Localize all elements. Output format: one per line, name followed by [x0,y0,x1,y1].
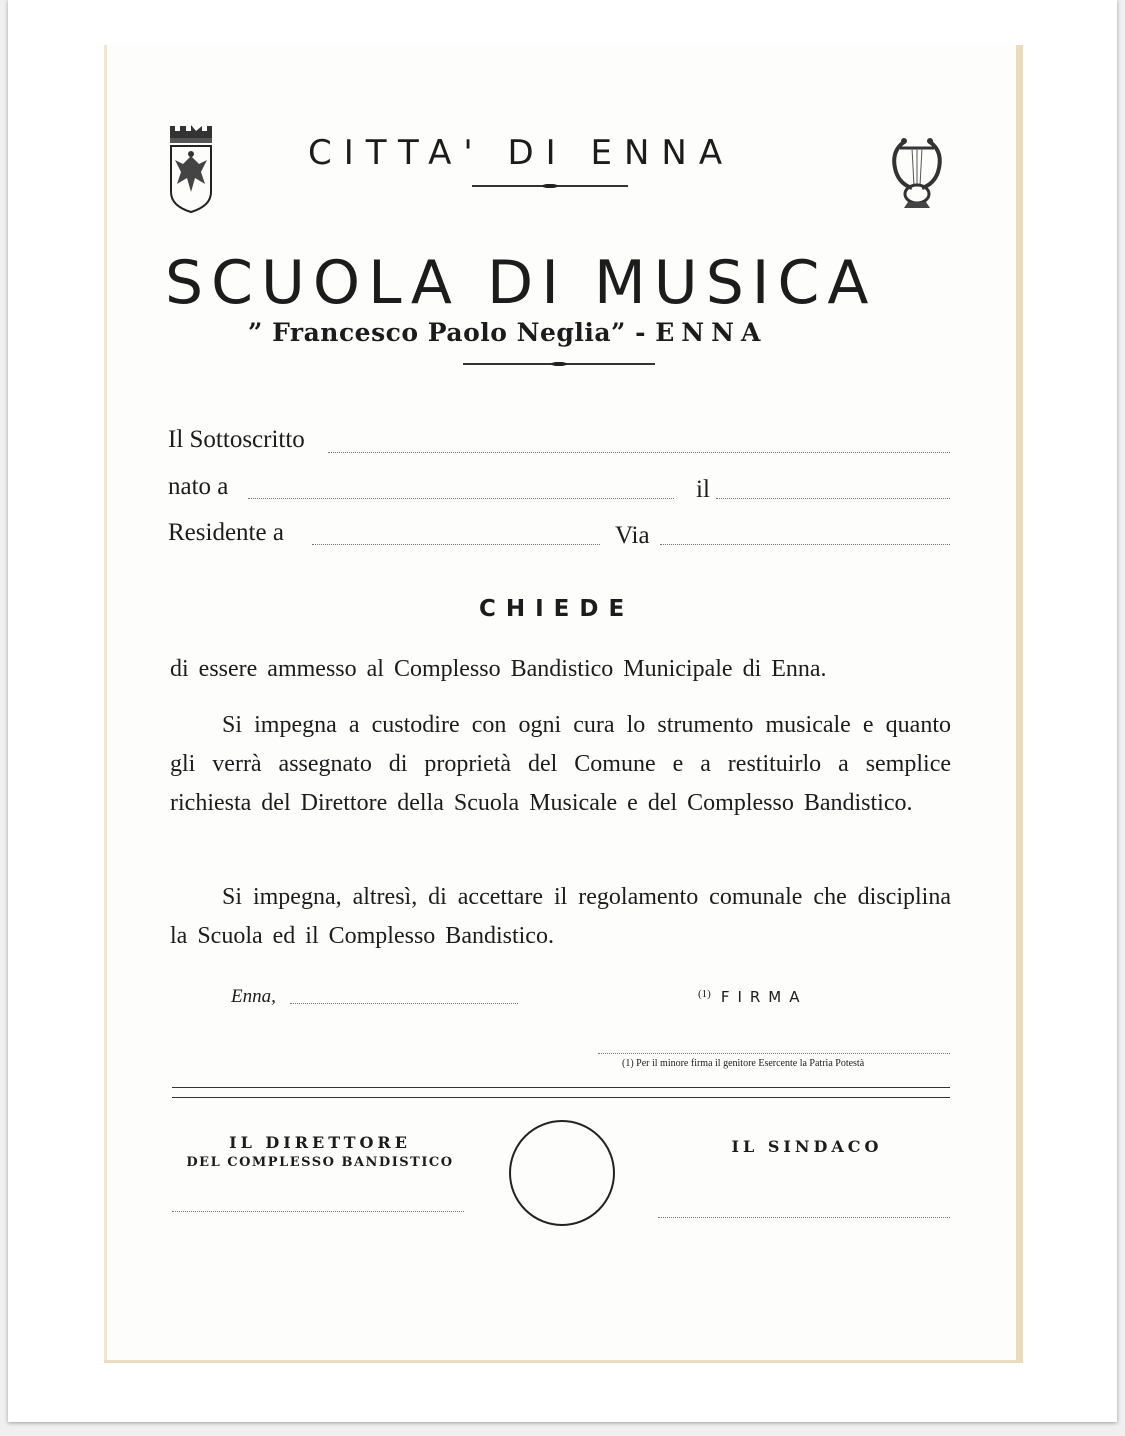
school-city: ENNA [655,318,768,347]
residente-label: Residente a [168,519,284,546]
date-field[interactable] [290,1002,518,1004]
firma-group [698,988,808,1007]
director-signature-field[interactable] [172,1210,464,1212]
school-title: SCUOLA DI MUSICA [165,248,877,318]
ornament-divider [463,363,655,365]
street-field[interactable] [660,543,950,545]
sottoscritto-label: Il Sottoscritto [168,426,305,453]
residence-field[interactable] [312,543,600,545]
footnote: (1) Per il minore firma il genitore Esercente la Patria Potestà [622,1058,865,1069]
birthplace-field[interactable] [248,497,674,499]
footnote-mark: (1) [698,988,711,1000]
place-label: Enna, [231,986,276,1007]
request-heading: CHIEDE [479,596,635,622]
school-subtitle [248,318,767,347]
commitment-paragraph-1: Si impegna a custodire con ogni cura lo strumento musicale e quanto gli verrà assegnato di proprietà del Comune e a restituirlo a semplice richiesta del Direttore della Scuola Musicale e del Complesso Bandistico. [170,712,951,816]
commitment-paragraph-2: Si impegna, altresì, di accettare il regolamento comunale che disciplina la Scuola ed il Complesso Bandistico. [170,884,951,949]
city-heading: CITTA' DI ENNA [308,133,735,173]
separator-line [172,1097,950,1098]
nato-label: nato a [168,473,229,500]
school-name: ” Francesco Paolo Neglia” - [248,318,647,347]
stamp-circle [509,1120,615,1226]
sottoscritto-field[interactable] [328,451,950,453]
birthdate-field[interactable] [716,497,950,499]
firma-label: FIRMA [720,988,808,1006]
request-text: di essere ammesso al Complesso Bandistico Municipale di Enna. [170,656,827,682]
director-subtitle: DEL COMPLESSO BANDISTICO [186,1155,454,1170]
il-label: il [696,476,710,503]
lyre-icon [886,132,948,214]
separator-line [172,1087,950,1088]
coat-of-arms-icon [166,122,216,214]
signature-field[interactable] [598,1052,950,1054]
mayor-title: IL SINDACO [731,1137,883,1156]
mayor-signature-field[interactable] [658,1216,950,1218]
director-title: IL DIRETTORE [229,1133,411,1152]
via-label: Via [615,522,650,549]
ornament-divider [472,185,628,187]
